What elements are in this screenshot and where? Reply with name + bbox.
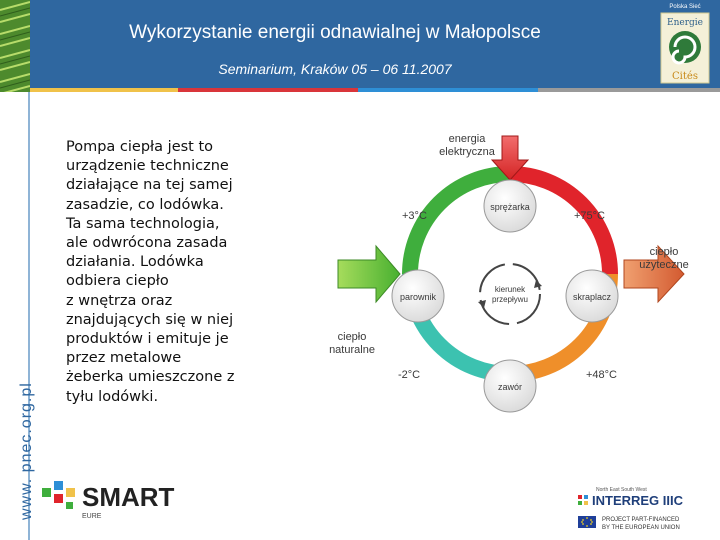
body-line: produktów i emituje je xyxy=(66,331,229,348)
evaporator-label: parownik xyxy=(399,292,437,302)
body-line: tyłu lodówki. xyxy=(66,388,159,405)
stripe-blue xyxy=(358,88,538,92)
body-line: urządzenie techniczne xyxy=(66,158,229,175)
spiral-icon xyxy=(652,2,718,86)
heat-out-label-2: użyteczne xyxy=(639,259,689,271)
energie-cites-logo xyxy=(652,2,718,86)
smart-sub: EURE xyxy=(82,513,102,520)
heat-in-label-1: ciepło xyxy=(337,331,367,343)
temp-top-right: +75°C xyxy=(574,210,606,222)
interreg-top: North East South West xyxy=(596,487,647,493)
body-line: działania. Lodówka xyxy=(66,254,204,271)
heat-out-label-1: ciepło xyxy=(649,246,679,258)
energy-label-1: energia xyxy=(448,133,486,145)
heat-in-label-2: naturalne xyxy=(329,344,375,356)
header-banner xyxy=(0,0,720,92)
smart-logo xyxy=(40,476,190,522)
valve-label: zawór xyxy=(497,382,523,392)
body-line: z wnętrza oraz xyxy=(66,292,173,309)
direction-label-2: przepływu xyxy=(491,295,529,304)
eu-line-1: PROJECT PART-FINANCED xyxy=(602,517,680,523)
stripe-yellow xyxy=(30,88,178,92)
direction-label-1: kierunek xyxy=(494,285,526,294)
compressor-label: sprężarka xyxy=(490,202,530,212)
leaf-pattern xyxy=(0,0,30,92)
body-line: Ta sama technologia, xyxy=(66,215,220,232)
condenser-label: skraplacz xyxy=(572,292,612,302)
smart-word: SMART xyxy=(82,482,175,512)
body-line: ale odwrócona zasada xyxy=(66,235,228,252)
logo-word1: Energie xyxy=(667,18,703,28)
side-url: www. pnec.org.pl xyxy=(18,382,35,520)
logo-top-text: Polska Sieć xyxy=(669,4,701,10)
temp-top-left: +3°C xyxy=(402,210,427,222)
stripe-grey xyxy=(538,88,720,92)
temp-bottom-left: -2°C xyxy=(398,369,421,381)
eu-line-2: BY THE EUROPEAN UNION xyxy=(602,525,680,531)
temp-bottom-right: +48°C xyxy=(586,369,618,381)
heat-pump-diagram xyxy=(318,120,698,420)
body-line: przez metalowe xyxy=(66,350,182,367)
body-line: znajdujących się w niej xyxy=(66,311,234,328)
heat-in-arrow xyxy=(338,246,400,302)
interreg-logo xyxy=(570,484,710,534)
interreg-word: INTERREG IIIC xyxy=(592,493,684,508)
body-line: Pompa ciepła jest to xyxy=(66,139,214,155)
stripe-red xyxy=(178,88,358,92)
body-line: zasadzie, co lodówka. xyxy=(66,196,224,213)
body-line: działające na tej samej xyxy=(66,177,233,194)
flow-direction-icon xyxy=(480,264,540,324)
body-line: żeberka umieszczone z xyxy=(66,369,235,386)
body-line: odbiera ciepło xyxy=(66,273,169,290)
energy-label-2: elektryczna xyxy=(439,146,495,158)
page-title: Wykorzystanie energii odnawialnej w Małopolsce xyxy=(129,22,541,43)
page-subtitle: Seminarium, Kraków 05 – 06 11.2007 xyxy=(218,61,452,77)
body-text xyxy=(66,138,291,407)
logo-word2: Cités xyxy=(672,71,698,82)
